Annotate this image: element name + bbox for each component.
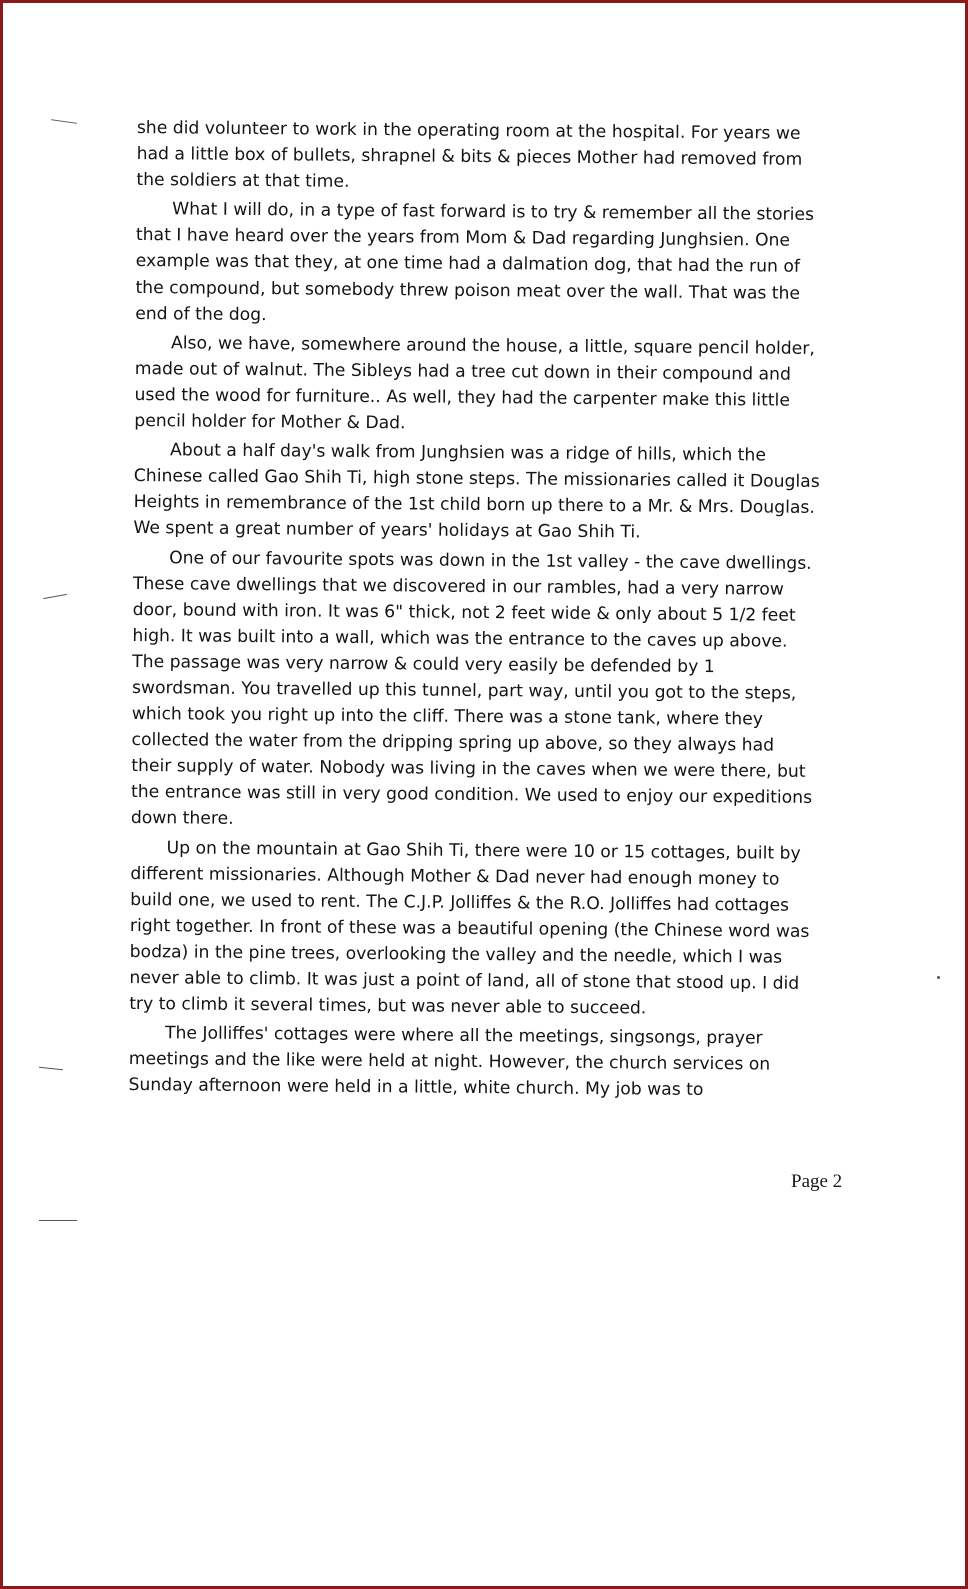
paragraph: Up on the mountain at Gao Shih Ti, there were 10 or 15 cottages, built by different missionaries. Although Mother & Dad never had enough money to build one, we used to rent. The C.J.P. Jolliffes & the R.O. Jolliffes had cottages right together. In front of these was a beautiful opening (the Chinese word was bodza) in the pine trees, overlooking the valley and the needle, which I was never able to climb. It was just a point of land, all of stone that stood up. I did try to climb it several times, but was never able to succeed.: [129, 837, 810, 1019]
scan-mark: [39, 1220, 77, 1221]
paragraph: One of our favourite spots was down in the 1st valley - the cave dwellings. These cave dwellings that we discovered in our rambles, had a very narrow door, bound with iron. It was 6" thick, not 2 feet wide & only about 5 1/2 feet high. It was built into a wall, which was the entrance to the caves up above. The passage was very narrow & could very easily be defended by 1 swordsman. You travelled up this tunnel, part way, until you got to the steps, which took you right up into the cliff. There was a stone tank, where they collected the water from the dripping spring up above, so they always had their supply of water. Nobody was living in the caves when we were there, but the entrance was still in very good condition. We used to enjoy our expeditions down there.: [130, 547, 813, 830]
paragraph: Also, we have, somewhere around the house, a little, square pencil holder, made out of walnut. The Sibleys had a tree cut down in their compound and used the wood for furniture.. As well, they had the carpenter make this little pencil holder for Mother & Dad.: [134, 333, 815, 434]
scan-mark: [51, 119, 77, 124]
paragraph: The Jolliffes' cottages were where all the meetings, singsongs, prayer meetings and the like were held at night. However, the church services on Sunday afternoon were held in a little, white church. My job was to: [128, 1023, 771, 1101]
paragraph: What I will do, in a type of fast forward is to try & remember all the stories that I have heard over the years from Mom & Dad regarding Junghsien. One example was that they, at one time had a dalmation dog, that had the run of the compound, but somebody threw poison meat over the wall. That was the end of the dog.: [135, 199, 815, 325]
document-body: [128, 115, 823, 1107]
paragraph: she did volunteer to work in the operating room at the hospital. For years we had a little box of bullets, shrapnel & bits & pieces Mother had removed from the soldiers at that time.: [136, 117, 803, 193]
paragraph: About a half day's walk from Junghsien was a ridge of hills, which the Chinese called Gao Shih Ti, high stone steps. The missionaries called it Douglas Heights in remembrance of the 1st child born up there to a Mr. & Mrs. Douglas. We spent a great number of years' holidays at Gao Shih Ti.: [133, 440, 820, 543]
page-number: Page 2: [791, 1171, 843, 1192]
scan-mark: [39, 1067, 63, 1071]
scan-mark: [43, 594, 67, 599]
scan-mark: [937, 976, 940, 979]
